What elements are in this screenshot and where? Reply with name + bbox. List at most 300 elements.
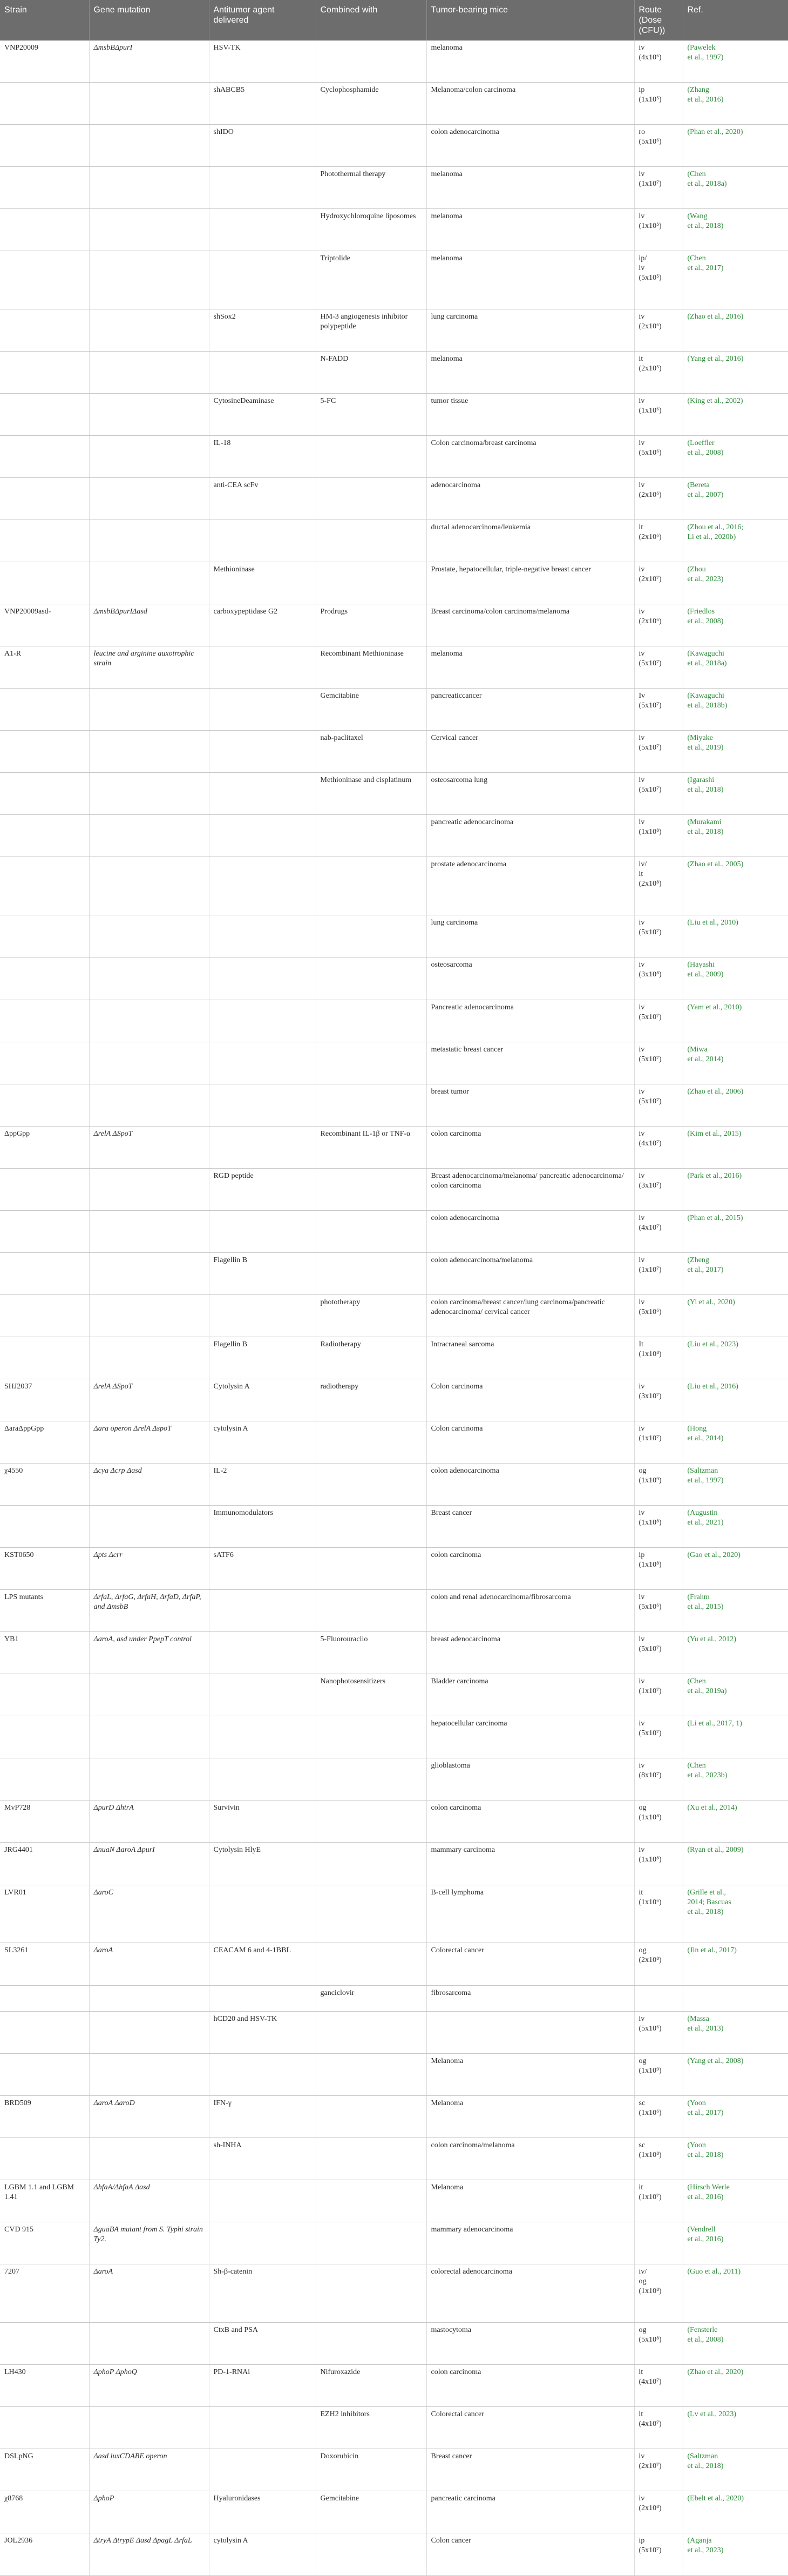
reference-cell [683, 562, 788, 604]
combined-with-cell: 5-FC [316, 393, 426, 435]
combined-with-cell [316, 1506, 426, 1548]
table-row [0, 1084, 788, 1126]
header-gene-mutation: Gene mutation [89, 0, 209, 41]
route-dose-line: (5x10⁷) [638, 1097, 662, 1105]
reference-cell [683, 208, 788, 251]
route-dose-line: (2x10⁷) [638, 575, 662, 584]
route-dose-line: (1x10⁶) [638, 406, 662, 415]
gene-mutation-cell [89, 309, 209, 351]
route-dose-line: (4x10⁷) [638, 2377, 662, 2386]
reference-line: et al., 1997) [687, 1476, 724, 1485]
combined-with-cell [316, 1800, 426, 1843]
reference-cell [683, 436, 788, 478]
header-tumor-bearing-mice: Tumor-bearing mice [426, 0, 634, 41]
route-dose-cell [634, 2533, 683, 2576]
gene-mutation-cell [89, 251, 209, 309]
route-dose-line: iv [638, 1298, 645, 1306]
route-dose-line: ip [638, 1551, 645, 1560]
reference-cell [683, 857, 788, 915]
route-dose-line: (2x10⁶) [638, 533, 662, 542]
antitumor-agent-cell [209, 646, 316, 689]
combined-with-cell [316, 1464, 426, 1506]
strain-cell: LGBM 1.1 and LGBM 1.41 [0, 2180, 89, 2222]
table-row [0, 1126, 788, 1168]
tumor-model-cell: Melanoma [426, 2180, 634, 2222]
strain-cell [0, 915, 89, 957]
reference-line: (Zhou [687, 565, 706, 574]
strain-cell [0, 731, 89, 773]
combined-with-cell: EZH2 inhibitors [316, 2406, 426, 2449]
table-row [0, 2053, 788, 2095]
strain-cell: CVD 915 [0, 2222, 89, 2264]
route-dose-cell [634, 1843, 683, 1885]
combined-with-cell [316, 436, 426, 478]
tumor-model-cell: hepatocellular carcinoma [426, 1716, 634, 1758]
table-row [0, 2222, 788, 2264]
tumor-model-cell: colon adenocarcinoma/melanoma [426, 1252, 634, 1294]
route-dose-line: iv [638, 1171, 645, 1180]
reference-cell [683, 309, 788, 351]
combined-with-cell [316, 1421, 426, 1463]
route-dose-line: (1x10⁵) [638, 95, 662, 104]
reference-line: (Ebelt et al., 2020) [687, 2494, 744, 2503]
antitumor-agent-cell: cytolysin A [209, 1421, 316, 1463]
strain-cell [0, 208, 89, 251]
strain-cell: 7207 [0, 2264, 89, 2322]
route-dose-line: iv [638, 2014, 645, 2023]
antitumor-agent-cell: Methioninase [209, 562, 316, 604]
combined-with-cell: ganciclovir [316, 1985, 426, 2011]
antitumor-agent-cell [209, 2449, 316, 2491]
gene-mutation-cell [89, 2137, 209, 2180]
route-dose-cell [634, 1632, 683, 1674]
strain-cell [0, 478, 89, 520]
route-dose-line: iv [638, 1719, 645, 1728]
tumor-model-cell: Colon carcinoma/breast carcinoma [426, 436, 634, 478]
antitumor-agent-cell: Immunomodulators [209, 1506, 316, 1548]
reference-line: (Vendrell [687, 2225, 716, 2234]
reference-line: (Aganja [687, 2537, 712, 2545]
reference-line: et al., 2017) [687, 2108, 724, 2117]
antitumor-agent-cell: CEACAM 6 and 4-1BBL [209, 1943, 316, 1985]
tumor-model-cell: colon and renal adenocarcinoma/fibrosarcoma [426, 1590, 634, 1632]
gene-mutation-cell: ΔaroC [89, 1885, 209, 1943]
antitumor-agent-cell [209, 915, 316, 957]
antitumor-agent-cell: Cytolysin A [209, 1379, 316, 1421]
tumor-model-cell: ductal adenocarcinoma/leukemia [426, 520, 634, 562]
gene-mutation-cell [89, 1210, 209, 1252]
route-dose-line: it [638, 870, 643, 879]
reference-line: et al., 2008) [687, 449, 724, 457]
strain-cell [0, 957, 89, 1000]
antitumor-agent-cell [209, 1716, 316, 1758]
combined-with-cell: Nanophotosensitizers [316, 1674, 426, 1716]
table-row [0, 1168, 788, 1210]
route-dose-line: ip [638, 85, 645, 94]
combined-with-cell [316, 41, 426, 82]
gene-mutation-cell [89, 166, 209, 208]
reference-line: (Augustin [687, 1509, 718, 1518]
antitumor-agent-cell: shIDO [209, 124, 316, 166]
table-row [0, 2406, 788, 2449]
route-dose-line: og [638, 2056, 647, 2065]
reference-cell [683, 1800, 788, 1843]
reference-line: 2014; Bascuas [687, 1898, 731, 1906]
route-dose-line: (2x10⁶) [638, 322, 662, 331]
strain-cell [0, 351, 89, 393]
table-row [0, 1042, 788, 1084]
tumor-model-cell: colon carcinoma/melanoma [426, 2137, 634, 2180]
combined-with-cell: Gemcitabine [316, 2491, 426, 2533]
strain-cell [0, 309, 89, 351]
route-dose-cell [634, 166, 683, 208]
reference-line: et al., 2016) [687, 2235, 724, 2243]
route-dose-cell [634, 1126, 683, 1168]
table-row [0, 1985, 788, 2011]
route-dose-line: (2x10⁸) [638, 2504, 662, 2513]
tumor-model-cell: B-cell lymphoma [426, 1885, 634, 1943]
table-row [0, 2264, 788, 2322]
strain-cell: BRD509 [0, 2095, 89, 2137]
route-dose-line: iv [638, 1256, 645, 1264]
antitumor-agent-cell: IL-18 [209, 436, 316, 478]
combined-with-cell: Radiotherapy [316, 1337, 426, 1379]
antitumor-agent-cell [209, 2053, 316, 2095]
strain-cell [0, 251, 89, 309]
tumor-model-cell: Colorectal cancer [426, 2406, 634, 2449]
combined-with-cell [316, 1716, 426, 1758]
reference-line: (Kawaguchi [687, 650, 724, 658]
combined-with-cell: Recombinant IL-1β or TNF-α [316, 1126, 426, 1168]
antitumor-agent-cell: Flagellin B [209, 1252, 316, 1294]
tumor-model-cell: colon carcinoma [426, 1548, 634, 1590]
table-row [0, 2095, 788, 2137]
tumor-model-cell: Melanoma [426, 2095, 634, 2137]
reference-cell [683, 1674, 788, 1716]
gene-mutation-cell [89, 1506, 209, 1548]
reference-line: (Zhao et al., 2005) [687, 860, 744, 869]
gene-mutation-cell [89, 520, 209, 562]
tumor-model-cell: adenocarcinoma [426, 478, 634, 520]
strain-cell [0, 1042, 89, 1084]
strain-cell: ΔppGpp [0, 1126, 89, 1168]
combined-with-cell: Hydroxychloroquine liposomes [316, 208, 426, 251]
reference-cell [683, 1000, 788, 1042]
gene-mutation-cell [89, 957, 209, 1000]
reference-cell [683, 2222, 788, 2264]
table-row [0, 1506, 788, 1548]
route-dose-line: sc [638, 2099, 646, 2107]
gene-mutation-cell [89, 124, 209, 166]
table-row [0, 393, 788, 435]
reference-line: (Liu et al., 2023) [687, 1340, 738, 1348]
reference-line: (Saltzman [687, 1467, 718, 1475]
gene-mutation-cell [89, 1674, 209, 1716]
combined-with-cell [316, 2533, 426, 2576]
route-dose-line: it [638, 2410, 643, 2418]
route-dose-line: og [638, 1467, 647, 1475]
route-dose-cell [634, 2053, 683, 2095]
route-dose-line: iv [638, 1087, 645, 1096]
route-dose-cell [634, 1985, 683, 2011]
antitumor-agent-cell [209, 1084, 316, 1126]
table-row [0, 1379, 788, 1421]
antitumor-agent-cell: carboxypeptidase G2 [209, 604, 316, 646]
combined-with-cell: radiotherapy [316, 1379, 426, 1421]
route-dose-line: (3x10⁸) [638, 970, 662, 979]
route-dose-line: it [638, 2368, 643, 2376]
reference-line: (Zhao et al., 2020) [687, 2368, 744, 2376]
gene-mutation-cell [89, 1758, 209, 1800]
table-row [0, 2322, 788, 2364]
strain-cell [0, 1337, 89, 1379]
reference-cell [683, 2406, 788, 2449]
antitumor-agent-cell [209, 773, 316, 815]
reference-line: et al., 2021) [687, 1519, 724, 1527]
route-dose-line: it [638, 523, 643, 532]
antitumor-agent-cell: CtxB and PSA [209, 2322, 316, 2364]
route-dose-line: (1x10⁸) [638, 1350, 662, 1358]
strain-cell [0, 2406, 89, 2449]
antitumor-agent-cell [209, 2406, 316, 2449]
route-dose-line: iv [638, 264, 645, 272]
reference-line: et al., 2016) [687, 2193, 724, 2201]
route-dose-line: (5x10⁷) [638, 928, 662, 937]
reference-line: (Saltzman [687, 2452, 718, 2461]
route-dose-line: (1x10⁸) [638, 2287, 662, 2295]
route-dose-line: (3x10⁷) [638, 1392, 662, 1400]
reference-line: (Park et al., 2016) [687, 1171, 742, 1180]
reference-line: (Chen [687, 170, 706, 178]
reference-line: (Zheng [687, 1256, 709, 1264]
route-dose-line: iv [638, 1509, 645, 1518]
route-dose-line: (5x10⁵) [638, 273, 662, 282]
reference-line: (Liu et al., 2010) [687, 919, 738, 927]
table-header-row [0, 0, 788, 41]
route-dose-line: ro [638, 127, 646, 136]
route-dose-cell [634, 124, 683, 166]
reference-line: et al., 2009) [687, 970, 724, 979]
route-dose-line: (5x10⁷) [638, 659, 662, 668]
tumor-model-cell: Breast cancer [426, 1506, 634, 1548]
route-dose-cell [634, 1168, 683, 1210]
combined-with-cell [316, 1758, 426, 1800]
combined-with-cell [316, 957, 426, 1000]
header-combined-with: Combined with [316, 0, 426, 41]
reference-cell [683, 2011, 788, 2053]
route-dose-cell [634, 41, 683, 82]
route-dose-cell [634, 1506, 683, 1548]
combined-with-cell [316, 2011, 426, 2053]
route-dose-cell [634, 1294, 683, 1337]
strain-cell [0, 2053, 89, 2095]
table-body [0, 41, 788, 2576]
route-dose-line: (1x10⁸) [638, 2150, 662, 2159]
route-dose-line: (5x10⁷) [638, 1055, 662, 1063]
route-dose-cell [634, 393, 683, 435]
reference-line: (Friedlos [687, 608, 715, 616]
table-row [0, 1421, 788, 1463]
tumor-model-cell: melanoma [426, 41, 634, 82]
table-row [0, 915, 788, 957]
route-dose-cell [634, 1800, 683, 1843]
route-dose-line: iv [638, 565, 645, 574]
route-dose-line: (5x10⁶) [638, 1307, 662, 1316]
combined-with-cell [316, 1168, 426, 1210]
tumor-model-cell: osteosarcoma [426, 957, 634, 1000]
gene-mutation-cell: Δcya Δcrp Δasd [89, 1464, 209, 1506]
table-row [0, 604, 788, 646]
route-dose-line: (5x10⁷) [638, 2546, 662, 2555]
route-dose-line: og [638, 2325, 647, 2334]
strain-cell [0, 2322, 89, 2364]
reference-line: et al., 2013) [687, 2024, 724, 2033]
tumor-model-cell: melanoma [426, 251, 634, 309]
combined-with-cell: Photothermal therapy [316, 166, 426, 208]
strain-cell [0, 1084, 89, 1126]
reference-line: (Hong [687, 1424, 707, 1433]
route-dose-line: ip [638, 2537, 645, 2545]
gene-mutation-cell [89, 478, 209, 520]
route-dose-cell [634, 520, 683, 562]
antitumor-agent-cell [209, 2180, 316, 2222]
route-dose-line: (4x10⁷) [638, 1139, 662, 1148]
gene-mutation-cell [89, 1042, 209, 1084]
strain-cell [0, 857, 89, 915]
reference-line: (Hayashi [687, 961, 715, 969]
route-dose-cell [634, 2364, 683, 2406]
reference-line: (Liu et al., 2016) [687, 1382, 738, 1391]
route-dose-line: (5x10⁶) [638, 2024, 662, 2033]
route-dose-line: iv [638, 2452, 645, 2461]
strain-cell [0, 1674, 89, 1716]
reference-cell [683, 82, 788, 124]
combined-with-cell: HM-3 angiogenesis inhibitor polypeptide [316, 309, 426, 351]
reference-line: (Yang et al., 2016) [687, 354, 744, 363]
strain-cell [0, 393, 89, 435]
route-dose-cell [634, 2095, 683, 2137]
table-row [0, 436, 788, 478]
reference-line: (Phan et al., 2020) [687, 127, 743, 136]
table-row [0, 478, 788, 520]
strain-cell: DSLpNG [0, 2449, 89, 2491]
route-dose-cell [634, 2491, 683, 2533]
tumor-model-cell: mammary adenocarcinoma [426, 2222, 634, 2264]
antitumor-agent-cell: IFN-γ [209, 2095, 316, 2137]
route-dose-line: iv [638, 212, 645, 220]
gene-mutation-cell: ΔrelA ΔSpoT [89, 1379, 209, 1421]
tumor-model-cell: Breast cancer [426, 2449, 634, 2491]
reference-cell [683, 351, 788, 393]
reference-line: (Yu et al., 2012) [687, 1635, 737, 1644]
strain-cell [0, 1000, 89, 1042]
route-dose-line: (2x10⁷) [638, 2462, 662, 2471]
reference-line: (Yoon [687, 2141, 706, 2149]
tumor-model-cell: Breast adenocarcinoma/melanoma/ pancreatic adenocarcinoma/ colon carcinoma [426, 1168, 634, 1210]
reference-line: (Chen [687, 254, 706, 262]
table-row [0, 773, 788, 815]
strain-cell: χ4550 [0, 1464, 89, 1506]
gene-mutation-cell: ΔnuaN ΔaroA ΔpurI [89, 1843, 209, 1885]
route-dose-line: iv [638, 1045, 645, 1054]
reference-line: (Xu et al., 2014) [687, 1804, 737, 1812]
antitumor-agent-cell [209, 1632, 316, 1674]
tumor-model-cell: Melanoma/colon carcinoma [426, 82, 634, 124]
route-dose-line: iv/ [638, 2267, 647, 2276]
reference-cell [683, 915, 788, 957]
reference-line: (Fensterle [687, 2325, 718, 2334]
gene-mutation-cell [89, 857, 209, 915]
reference-cell [683, 124, 788, 166]
reference-line: et al., 2023) [687, 2546, 724, 2555]
reference-cell [683, 1943, 788, 1985]
route-dose-cell [634, 1758, 683, 1800]
combined-with-cell [316, 2264, 426, 2322]
gene-mutation-cell [89, 689, 209, 731]
route-dose-cell [634, 604, 683, 646]
route-dose-cell [634, 1000, 683, 1042]
reference-line: (Zhao et al., 2006) [687, 1087, 744, 1096]
table-row [0, 166, 788, 208]
route-dose-line: (5x10⁶) [638, 449, 662, 457]
reference-line: (Igarashi [687, 776, 715, 785]
reference-line: (Loeffler [687, 439, 715, 447]
reference-line: et al., 2018) [687, 2462, 724, 2471]
antitumor-agent-cell [209, 689, 316, 731]
reference-cell [683, 2322, 788, 2364]
combined-with-cell [316, 1548, 426, 1590]
table-row [0, 1843, 788, 1885]
reference-cell [683, 957, 788, 1000]
route-dose-line: it [638, 354, 643, 363]
combined-with-cell [316, 2053, 426, 2095]
route-dose-line: iv [638, 1635, 645, 1644]
route-dose-line: iv [638, 1424, 645, 1433]
table-row [0, 1674, 788, 1716]
reference-line: et al., 2018) [687, 828, 724, 837]
route-dose-line: (1x10⁸) [638, 1561, 662, 1569]
reference-line: (Zhou et al., 2016; [687, 523, 744, 532]
table-row [0, 1885, 788, 1943]
route-dose-line: (5x10⁸) [638, 2335, 662, 2344]
route-dose-line: it [638, 1888, 643, 1897]
gene-mutation-cell [89, 2322, 209, 2364]
route-dose-line: (1x10⁷) [638, 1265, 662, 1274]
route-dose-line: iv [638, 1213, 645, 1222]
route-dose-cell [634, 2011, 683, 2053]
combined-with-cell: phototherapy [316, 1294, 426, 1337]
tumor-model-cell: Intracraneal sarcoma [426, 1337, 634, 1379]
antitumor-agent-cell: cytolysin A [209, 2533, 316, 2576]
reference-line: et al., 2018) [687, 1907, 724, 1916]
tumor-model-cell: breast adenocarcinoma [426, 1632, 634, 1674]
reference-cell [683, 1590, 788, 1632]
antitumor-agent-cell [209, 1985, 316, 2011]
tumor-model-cell: Cervical cancer [426, 731, 634, 773]
route-dose-cell [634, 1337, 683, 1379]
route-dose-cell [634, 2137, 683, 2180]
combined-with-cell [316, 1590, 426, 1632]
route-dose-line: (1x10⁹) [638, 1476, 662, 1485]
route-dose-line: iv [638, 919, 645, 927]
gene-mutation-cell: ΔaroA ΔaroD [89, 2095, 209, 2137]
reference-cell [683, 1985, 788, 2011]
route-dose-cell [634, 1252, 683, 1294]
strain-cell [0, 2011, 89, 2053]
tumor-model-cell: colon carcinoma [426, 1126, 634, 1168]
antitumor-agent-cell: sh-INHA [209, 2137, 316, 2180]
combined-with-cell [316, 2180, 426, 2222]
